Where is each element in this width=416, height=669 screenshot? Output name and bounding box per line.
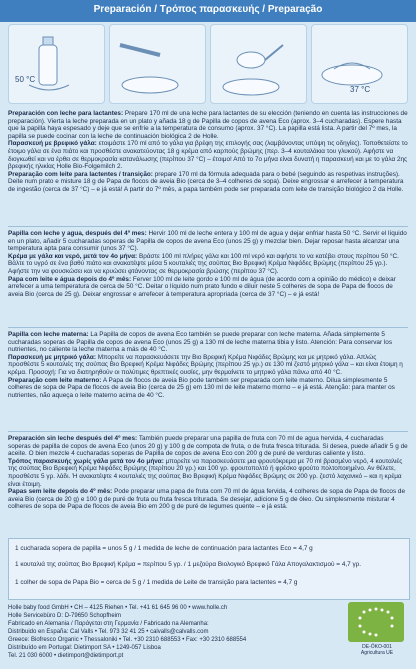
instruction-es: Preparación sin leche después del 4º mes: También puede preparar una papilla de fruta con 70 ml de agua hervida, 4 cucharadas soperas de papilla de copos de avena Eco (unos 20 g) y 100 g de compota de fruta, o de fruta fresca triturada. Si desea, puede añadir 5 g de aceite. O bien mezcle 4 cucharadas soperas de Papilla de copos de avena Eco con 200 g de puré de verduras caliente y listo.	[8, 435, 408, 458]
infant-milk-section	[8, 110, 408, 194]
breast-milk-section	[8, 331, 408, 399]
measure-pt: 1 colher de sopa de Papa Bio = cerca de 5 g / 1 medida de Leite de transição para lactentes = 4,7 g	[15, 579, 298, 586]
section-divider	[8, 226, 408, 227]
eco-code-label: DE-ÖKO-001 Agricultura UE	[360, 644, 394, 656]
instruction-pt: Papas sem leite depois do 4º mês: Pode preparar uma papa de fruta com 70 ml de água fervida, 4 colheres de sopa de Papa de flocos de aveia Bio (cerca de 20 g) e 100 g de puré de fruta ou fruta fresca triturada. Se desejar, adicione 5 g de óleo. Ou simplesmente misturar 4 colheres de sopa de Papa de flocos de aveia Bio em 200 g de puré de legumes quente – e já está.	[8, 488, 406, 511]
pouring-illustration	[110, 25, 188, 103]
instruction-pt: Preparação com leite para lactentes / transição: prepare 170 ml da fórmula adequada para o bebé (seguindo as respetivas instruções). Deite num prato e misture 18 g de Papa de flocos de aveia Bio (cerca de 3–4 colheres de sopa). Deixe engrossar e arrefecer à temperatura de ingestão (cerca de 37 °C) – e já está! A partir do 7º mês, a papa também pode ser preparada com leite de transição biológico 2 da Holle.	[8, 170, 404, 193]
measurements-box	[8, 538, 410, 600]
service-line: Holle Servicebüro D: D-79650 Schopfheim	[8, 613, 122, 619]
measure-el: 1 κουταλιά της σούπας Βιο Βρεφική Κρέμα = περίπου 5 γρ. / 1 μεζούρα Βιολογικό Βρεφικό Γάλα Απογαλακτισμού = 4,7 γρ.	[15, 561, 362, 568]
distributor-pt: Distribuído em Portugal: Dietimport SA • 1249-057 Lisboa	[8, 645, 161, 651]
section-divider	[8, 431, 408, 432]
measure-es: 1 cucharada sopera de papilla = unos 5 g / 1 medida de leche de continuación para lactantes Eco = 4,7 g	[15, 545, 313, 552]
instruction-pt: Papa com leite e água depois do 4º mês: Ferver 100 ml de leite gordo e 100 ml de água (de acordo com a opinião do médico) e deixar arrefecer a uma temperatura de cerca de 50 °C. Deitar o líquido num prato fundo e diluir neste 5 colheres de sopa de Papa de flocos de aveia Bio (cerca de 25 g). Deixar engrossar e arrefecer à temperatura apropriada (cerca de 37 °C) – e já está!	[8, 275, 396, 298]
made-in-line: Fabricado en Alemania / Παράγεται στη Γερμανία / Fabricado na Alemanha:	[8, 621, 209, 627]
spoon-illustration	[211, 25, 289, 103]
header-title: Preparación / Τρόπος παρασκευής / Preparação	[93, 4, 323, 15]
instruction-el: Παρασκευή με μητρικό γάλα: Μπορείτε να παρασκευάσετε την Βιο Βρεφική Κρέμα Νιφάδες Βρώμης και με μητρικό γάλα. Απλώς προσθέστε 5 κουταλιές της σούπας Βιο Βρεφική Κρέμα Νιφάδες Βρώμης (περίπου 25 γρ.) σε 130 ml ζεστό μητρικό γάλα – και είναι έτοιμη η κρέμα. Προσοχή: Για να διατηρηθούν οι πολύτιμες θρεπτικές ουσίες, μην θερμαίνετε το μητρικό γάλα πάνω από 40 °C.	[8, 353, 403, 376]
temperature-label-37: 37 °C	[350, 85, 371, 94]
illustration-bowl	[311, 24, 408, 104]
instruction-es: Papilla con leche y agua, después del 4º mes: Hervir 100 ml de leche entera y 100 ml de agua y dejar enfriar hasta 50 °C. Servir el líquido en un plato, añadir 5 cucharadas soperas de Papilla de copos de avena Eco (unos 25 g) y mezclar bien. Dejar reposar hasta alcanzar una temperatura apta para consumir (unos 37 °C).	[8, 230, 407, 253]
distributor-es: Distribuido en España: Cal Valls • Tel. 973 32 41 25 • calvalls@calvalls.com	[8, 629, 209, 635]
temperature-label-50: 50 °C	[15, 75, 36, 84]
instruction-pt: Preparação com leite materno: A Papa de flocos de aveia Bio pode também ser preparada com leite materno. Dilua simplesmente 5 colheres de sopa de Papa de flocos de aveia Bio (cerca de 25 g) em 130 ml de leite materno morno – e já está. Atenção: para manter os nutrientes, não aqueça o leite materno acima de 40 °C.	[8, 376, 395, 399]
milk-water-section	[8, 230, 408, 298]
illustration-pour	[109, 24, 206, 104]
distributor-gr: Greece: Biofresco Organic • Thessaloniki • Tel. +30 2310 688553 • Fax: +30 2310 688554	[8, 637, 247, 643]
illustration-spoon	[210, 24, 307, 104]
section-divider	[8, 327, 408, 328]
footer-contacts	[8, 604, 338, 660]
without-milk-section	[8, 435, 408, 511]
instruction-es: Preparación con leche para lactantes: Prepare 170 ml de una leche para lactantes de su elección (teniendo en cuenta las instrucciones de preparación). Vierta la leche preparada en un plato y añada 18 g de Papilla de copos de avena Eco (aprox. 3–4 cucharadas). Espere hasta que la papilla haya espesado y deje que se enfríe a la temperatura de consumo (aprox. 37 °C). La papilla está lista. A partir del 7º mes, la papilla se puede cocinar con la leche de continuación biológica 2 de Holle.	[8, 110, 408, 140]
bottle-illustration	[9, 25, 87, 103]
company-line: Holle baby food GmbH • CH – 4125 Riehen • Tel. +41 61 645 96 00 • www.holle.ch	[8, 605, 228, 611]
instruction-es: Papilla con leche materna: La Papilla de copos de avena Eco también se puede preparar con leche materna. Añada simplemente 5 cucharadas soperas de Papilla de copos de avena Eco (unos 25 g) a 130 ml de leche materna tibia y listo. Atención: Para conservar los nutrientes, no caliente la leche materna a más de 40 °C.	[8, 331, 393, 354]
eu-leaf-icon	[348, 602, 404, 642]
illustrations-strip	[8, 24, 408, 104]
illustration-bottle	[8, 24, 105, 104]
instruction-el: Τρόπος παρασκευής χωρίς γάλα μετά τον 4ο μήνα: μπορείτε να παρασκευάσετε μια φρουτόκρεμα με 70 ml βρασμένο νερό, 4 κουταλιές της σούπας Βιο Βρεφική Κρέμα Νιφάδες Βρώμης (περίπου 20 γρ.) και 100 γρ. φρουτοπολτό ή φρέσκο φρούτο πολτοποιημένο. Αν θέλετε, προσθέστε 5 γρ. λάδι. Ή ανακατέψτε 4 κουταλιές της σούπας Βιο Βρεφική Κρέμα Νιφάδες Βρώμης σε 200 γρ. ζεστό λαχανικό – και η κρέμα είναι έτοιμη.	[8, 457, 403, 488]
instruction-el: Κρέμα με γάλα και νερό, μετά τον 4ο μήνα: Βράστε 100 ml πλήρες γάλα και 100 ml νερό και αφήστε το να κατέβει στους περίπου 50 °C. Βάλτε το υγρό σε ένα βαθύ πιάτο και ανακατέψτε μέσα 5 κουταλιές της σούπας Βιο Βρεφική Κρέμα Νιφάδες Βρώμης (περίπου 25 γρ.). Αφήστε την να φουσκώσει και να κρυώσει φτάνοντας σε θερμοκρασία βρώσης (περίπου 37 °C).	[8, 252, 399, 275]
instruction-el: Παρασκευή με βρεφικό γάλα: ετοιμάστε 170 ml από το γάλα για βρέφη της επιλογής σας (λαμβάνοντας υπόψη τις οδηγίες). Τοποθετείστε το έτοιμο γάλα σε ένα πιάτο και προσθέστε ανακατεύοντας 18 g κρέμα από καρπούς βρώμης (περ. 3–4 κουταλάκια του γλυκού). Αφήστε να διογκωθεί και να έρθει σε θερμοκρασία κατανάλωσης (περίπου 37 °C) – έτοιμο! Από το 7ο μήνα είναι δυνατή η παρασκευή και με το γάλα 2ης βρεφικής ηλικίας Holle Bio-Folgemilch 2.	[8, 140, 408, 171]
eu-organic-logo	[348, 602, 404, 642]
distributor-pt-phone: Tel. 21 030 6000 • dietimport@dietimport.pt	[8, 653, 124, 659]
